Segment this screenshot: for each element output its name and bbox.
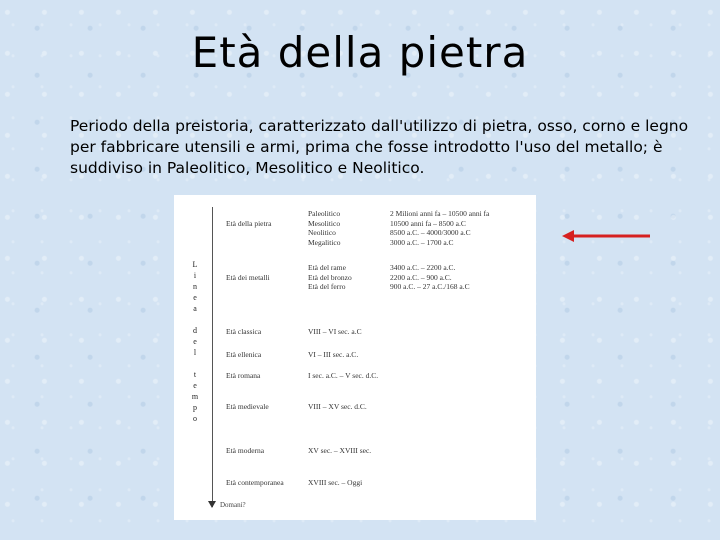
timeline-date: 3000 a.C. – 1700 a.C <box>390 237 454 247</box>
timeline-subperiod: VIII – VI sec. a.C <box>308 327 362 336</box>
timeline-subperiod: Mesolitico <box>308 218 341 228</box>
timeline-era: Età medievale <box>226 402 269 411</box>
vertical-label-letter: p <box>193 403 197 412</box>
timeline-subperiod: Età del bronzo <box>308 272 352 282</box>
body-paragraph: Periodo della preistoria, caratterizzato dall'utilizzo di pietra, osso, corno e legno per fabbricare utensili e armi, prima che fosse introdotto l'uso del metallo; è suddiviso in Paleolitico, Mesolitico e Neolitico. <box>70 117 689 177</box>
timeline-era: Età dei metalli <box>226 272 270 282</box>
timeline-axis-arrowhead <box>208 501 216 508</box>
timeline-image <box>174 195 536 520</box>
vertical-label-letter: o <box>193 414 197 423</box>
timeline-subperiod: XV sec. – XVIII sec. <box>308 446 372 455</box>
timeline-era: Età ellenica <box>226 350 262 359</box>
timeline-date: 3400 a.C. – 2200 a.C. <box>390 263 456 272</box>
red-arrow-icon <box>562 229 652 243</box>
vertical-label-letter: l <box>193 348 197 357</box>
timeline-era: Età classica <box>226 327 262 336</box>
timeline-era: Età contemporanea <box>226 478 284 487</box>
timeline-date: 8500 a.C. – 4000/3000 a.C <box>390 228 471 237</box>
timeline-vertical-label <box>191 259 199 424</box>
timeline-era: Età della pietra <box>226 218 272 228</box>
vertical-label-letter: L <box>192 260 198 269</box>
timeline-subperiod: Età del ferro <box>308 282 346 291</box>
timeline-subperiod: XVIII sec. – Oggi <box>308 478 363 487</box>
timeline-date: 2 Milioni anni fa – 10500 anni fa <box>390 209 490 218</box>
vertical-label-letter: t <box>193 370 197 379</box>
vertical-label-letter: n <box>193 282 197 291</box>
vertical-label-letter: a <box>193 304 197 313</box>
vertical-label-letter: m <box>191 392 199 401</box>
timeline-subperiod: Neolitico <box>308 228 336 237</box>
timeline-subperiod: VI – III sec. a.C. <box>308 350 359 359</box>
timeline-subperiod: I sec. a.C. – V sec. d.C. <box>308 371 379 380</box>
vertical-label-letter: e <box>193 381 197 390</box>
timeline-axis <box>212 207 213 507</box>
timeline-date: 900 a.C. – 27 a.C./168 a.C <box>390 282 470 291</box>
vertical-label-letter: i <box>193 271 197 280</box>
vertical-label-letter: e <box>193 293 197 302</box>
vertical-label-letter <box>191 358 199 369</box>
timeline-axis-tail-label: Domani? <box>220 501 246 509</box>
vertical-label-letter: e <box>193 337 197 346</box>
timeline-subperiod: Megalitico <box>308 237 341 247</box>
timeline-subperiod: VIII – XV sec. d.C. <box>308 402 367 411</box>
slide-title: Età della pietra <box>191 28 529 77</box>
timeline-subperiod: Età del rame <box>308 263 346 272</box>
timeline-subperiod: Paleolitico <box>308 209 341 218</box>
vertical-label-letter: d <box>193 326 197 335</box>
timeline-date: 10500 anni fa – 8500 a.C <box>390 218 466 228</box>
vertical-label-letter <box>191 314 199 325</box>
timeline-date: 2200 a.C. – 900 a.C. <box>390 272 452 282</box>
timeline-era: Età romana <box>226 371 261 380</box>
timeline-era: Età moderna <box>226 446 265 455</box>
